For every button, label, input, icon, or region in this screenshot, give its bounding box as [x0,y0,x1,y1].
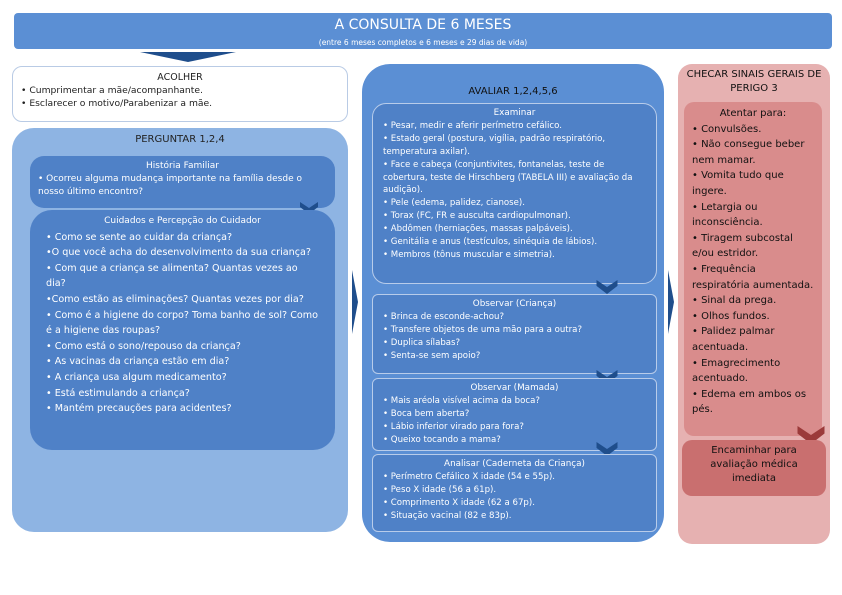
atentar-item: • Sinal da prega. [692,295,777,307]
historia-familiar-box [30,156,335,208]
chevron-right-icon [352,270,358,334]
atentar-item: • Emagrecimento acentuado. [692,357,781,385]
chevron-down-icon [596,280,618,294]
cuidados-item: • Está estimulando a criança? [46,387,190,399]
observar-mamada-title: Observar (Mamada) [470,383,559,393]
analisar-box [372,454,657,532]
atentar-item: • Não consegue beber nem mamar. [692,139,805,166]
examinar-item: • Estado geral (postura, vigília, padrão respiratório, temperatura axilar). [383,133,606,157]
observar-mamada-item: • Queixo tocando a mama? [383,434,501,445]
observar-mamada-item: • Lábio inferior virado para fora? [383,421,524,432]
examinar-item: • Membros (tônus muscular e simetria). [383,249,555,260]
atentar-item: • Edema em ambos os pés. [692,388,807,416]
cuidados-item: •Como estão as eliminações? Quantas vezes por dia? [46,293,304,305]
cuidados-box [30,210,335,450]
encaminhar-box [682,440,826,496]
observar-mamada-box [372,378,657,451]
cuidados-item: • As vacinas da criança estão em dia? [46,356,230,368]
encaminhar-text: Encaminhar para avaliação médica imediata [710,445,798,484]
sinais-perigo-title: CHECAR SINAIS GERAIS DE PERIGO 3 [686,69,822,94]
atentar-item: • Olhos fundos. [692,310,770,322]
examinar-box [372,103,657,284]
observar-crianca-item: • Senta-se sem apoio? [383,350,481,361]
atentar-item: • Tiragem subcostal e/ou estridor. [692,232,793,260]
examinar-item: • Genitália e anus (testículos, sinéquia de lábios). [383,237,598,248]
examinar-item: • Abdômen (herniações, massas palpáveis). [383,224,573,235]
perguntar-title: PERGUNTAR 1,2,4 [135,134,225,145]
analisar-item: • Peso X idade (56 a 61p). [383,484,497,495]
examinar-item: • Pesar, medir e aferir perímetro cefálico. [383,120,562,131]
examinar-item: • Torax (FC, FR e ausculta cardiopulmonar). [383,211,571,222]
atentar-item: • Letargia ou inconsciência. [692,201,763,229]
atentar-item: • Vomita tudo que ingere. [692,170,784,197]
cuidados-item: • Como é a higiene do corpo? Toma banho de sol? Como é a higiene das roupas? [46,309,318,337]
chevron-right-icon [668,270,674,334]
cuidados-title: Cuidados e Percepção do Cuidador [104,216,261,226]
observar-crianca-item: • Duplica sílabas? [383,337,461,348]
page-subtitle: (entre 6 meses completos e 6 meses e 29 dias de vida) [318,38,528,47]
atentar-item: • Palidez palmar acentuada. [692,326,775,353]
cuidados-item: • A criança usa algum medicamento? [46,371,227,383]
analisar-item: • Comprimento X idade (62 a 67p). [383,497,535,508]
atentar-title: Atentar para: [719,108,787,119]
cuidados-item: • Mantém precauções para acidentes? [46,403,232,415]
cuidados-item: • Com que a criança se alimenta? Quantas vezes ao dia? [46,262,298,290]
atentar-box [684,102,822,436]
acolher-item: • Cumprimentar a mãe/acompanhante. [21,85,203,96]
page-title: A CONSULTA DE 6 MESES [334,17,512,33]
atentar-item: • Convulsões. [692,123,762,135]
historia-title: História Familiar [146,161,219,171]
analisar-item: • Perímetro Cefálico X idade (54 e 55p). [383,471,556,482]
examinar-item: • Face e cabeça (conjuntivites, fontanelas, teste de cobertura, teste de Hirschberg (TABELA III) e avaliação da audição). [383,159,633,196]
acolher-box [12,66,348,122]
acolher-item: • Esclarecer o motivo/Parabenizar a mãe. [21,98,213,109]
historia-item: • Ocorreu alguma mudança importante na família desde o nosso último encontro? [38,174,302,197]
atentar-item: • Frequência respiratória aumentada. [692,263,814,291]
examinar-title: Examinar [493,108,536,118]
observar-mamada-item: • Mais aréola visível acima da boca? [383,395,540,406]
cuidados-item: • Como se sente ao cuidar da criança? [46,231,233,243]
observar-mamada-item: • Boca bem aberta? [383,408,470,419]
observar-crianca-title: Observar (Criança) [472,299,557,309]
observar-crianca-box [372,294,657,374]
cuidados-item: • Como está o sono/repouso da criança? [46,340,241,352]
examinar-item: • Pele (edema, palidez, cianose). [383,198,525,209]
observar-crianca-item: • Brinca de esconde-achou? [383,311,505,322]
avaliar-title: AVALIAR 1,2,4,5,6 [468,86,558,97]
cuidados-item: •O que você acha do desenvolvimento da sua criança? [46,247,311,259]
analisar-title: Analisar (Caderneta da Criança) [444,459,585,469]
observar-crianca-item: • Transfere objetos de uma mão para a outra? [383,324,583,335]
down-arrow-icon [140,52,236,62]
acolher-title: ACOLHER [157,72,203,83]
analisar-item: • Situação vacinal (82 e 83p). [383,510,512,521]
